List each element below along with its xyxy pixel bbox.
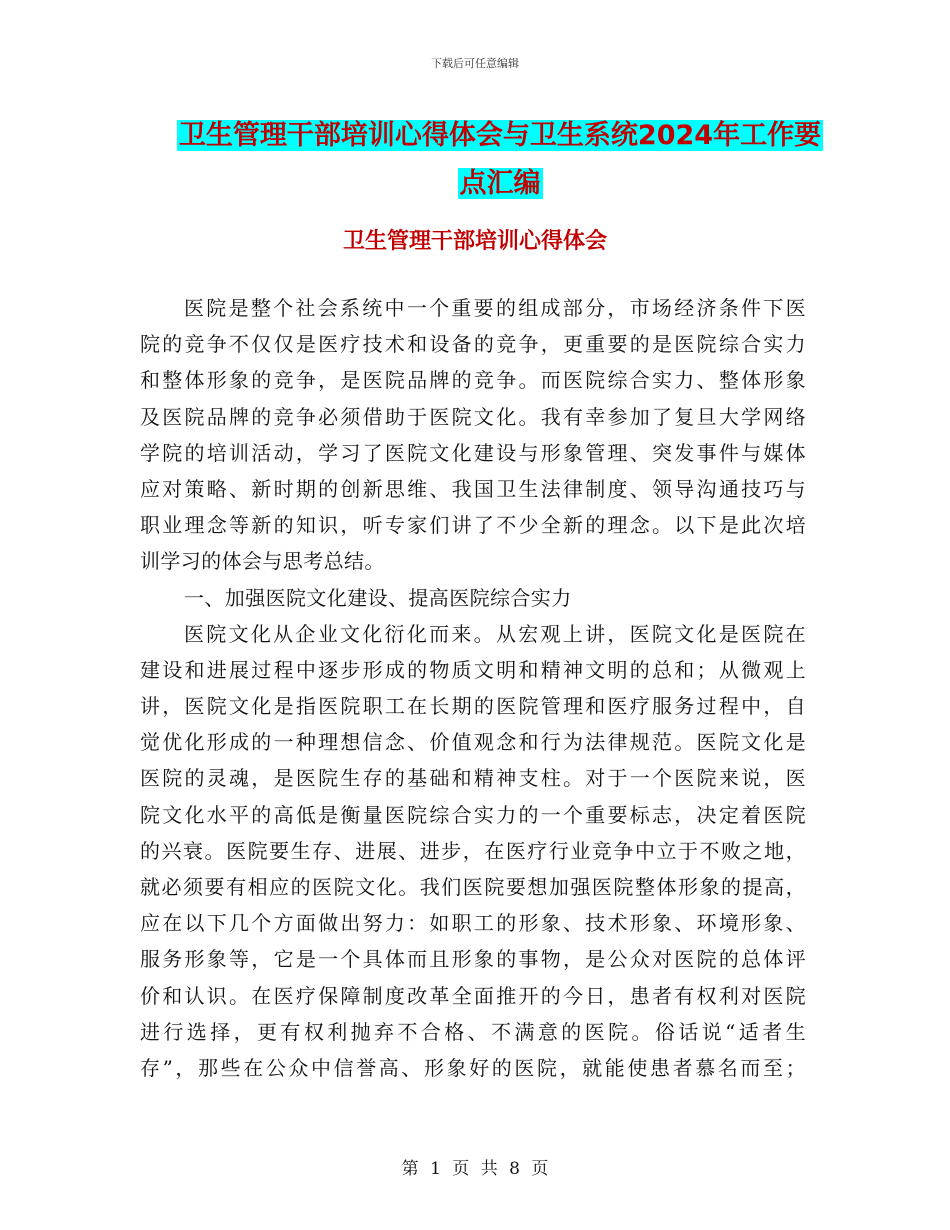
body-line: 应在以下几个方面做出努力：如职工的形象、技术形象、环境形象、 — [140, 911, 806, 936]
body-line: 学院的培训活动，学习了医院文化建设与形象管理、突发事件与媒体 — [140, 440, 806, 465]
document-title — [140, 112, 860, 208]
body-line: 医院是整个社会系统中一个重要的组成部分，市场经济条件下医 — [184, 296, 806, 320]
body-line: 和整体形象的竞争，是医院品牌的竞争。而医院综合实力、整体形象 — [140, 368, 806, 393]
body-text — [140, 290, 806, 1086]
page-footer: 第 1 页 共 8 页 — [401, 1159, 549, 1179]
body-line: 应对策略、新时期的创新思维、我国卫生法律制度、领导沟通技巧与 — [140, 476, 806, 501]
title-line-2: 点汇编 — [459, 168, 541, 199]
body-line: 医院文化从企业文化衍化而来。从宏观上讲，医院文化是医院在 — [184, 621, 806, 646]
body-line: 的兴衰。医院要生存、进展、进步，在医疗行业竞争中立于不败之地， — [140, 838, 806, 863]
body-line: 存”，那些在公众中信誉高、形象好的医院，就能使患者慕名而至； — [140, 1055, 806, 1080]
body-line: 及医院品牌的竞争必须借助于医院文化。我有幸参加了复旦大学网络 — [140, 404, 806, 429]
body-line: 医院的灵魂，是医院生存的基础和精神支柱。对于一个医院来说，医 — [140, 766, 806, 791]
header-note: 下载后可任意编辑 — [431, 57, 519, 70]
body-line: 院的竞争不仅仅是医疗技术和设备的竞争，更重要的是医院综合实力 — [140, 332, 806, 357]
section-title: 卫生管理干部培训心得体会 — [342, 229, 607, 254]
body-line: 职业理念等新的知识，听专家们讲了不少全新的理念。以下是此次培 — [140, 513, 806, 538]
body-line: 建设和进展过程中逐步形成的物质文明和精神文明的总和；从微观上 — [140, 657, 806, 682]
body-line: 训学习的体会与思考总结。 — [140, 549, 385, 574]
body-line: 就必须要有相应的医院文化。我们医院要想加强医院整体形象的提高， — [140, 875, 806, 899]
title-line-1: 卫生管理干部培训心得体会与卫生系统2024年工作要 — [178, 120, 822, 151]
subheading: 一、加强医院文化建设、提高医院综合实力 — [184, 585, 572, 610]
body-line: 进行选择，更有权利抛弃不合格、不满意的医院。俗话说“适者生 — [140, 1019, 806, 1044]
body-line: 价和认识。在医疗保障制度改革全面推开的今日，患者有权利对医院 — [140, 983, 806, 1008]
body-line: 觉优化形成的一种理想信念、价值观念和行为法律规范。医院文化是 — [140, 730, 806, 755]
body-line: 讲，医院文化是指医院职工在长期的医院管理和医疗服务过程中，自 — [140, 694, 806, 719]
body-line: 院文化水平的高低是衡量医院综合实力的一个重要标志，决定着医院 — [140, 802, 806, 827]
body-line: 服务形象等，它是一个具体而且形象的事物，是公众对医院的总体评 — [140, 947, 806, 972]
